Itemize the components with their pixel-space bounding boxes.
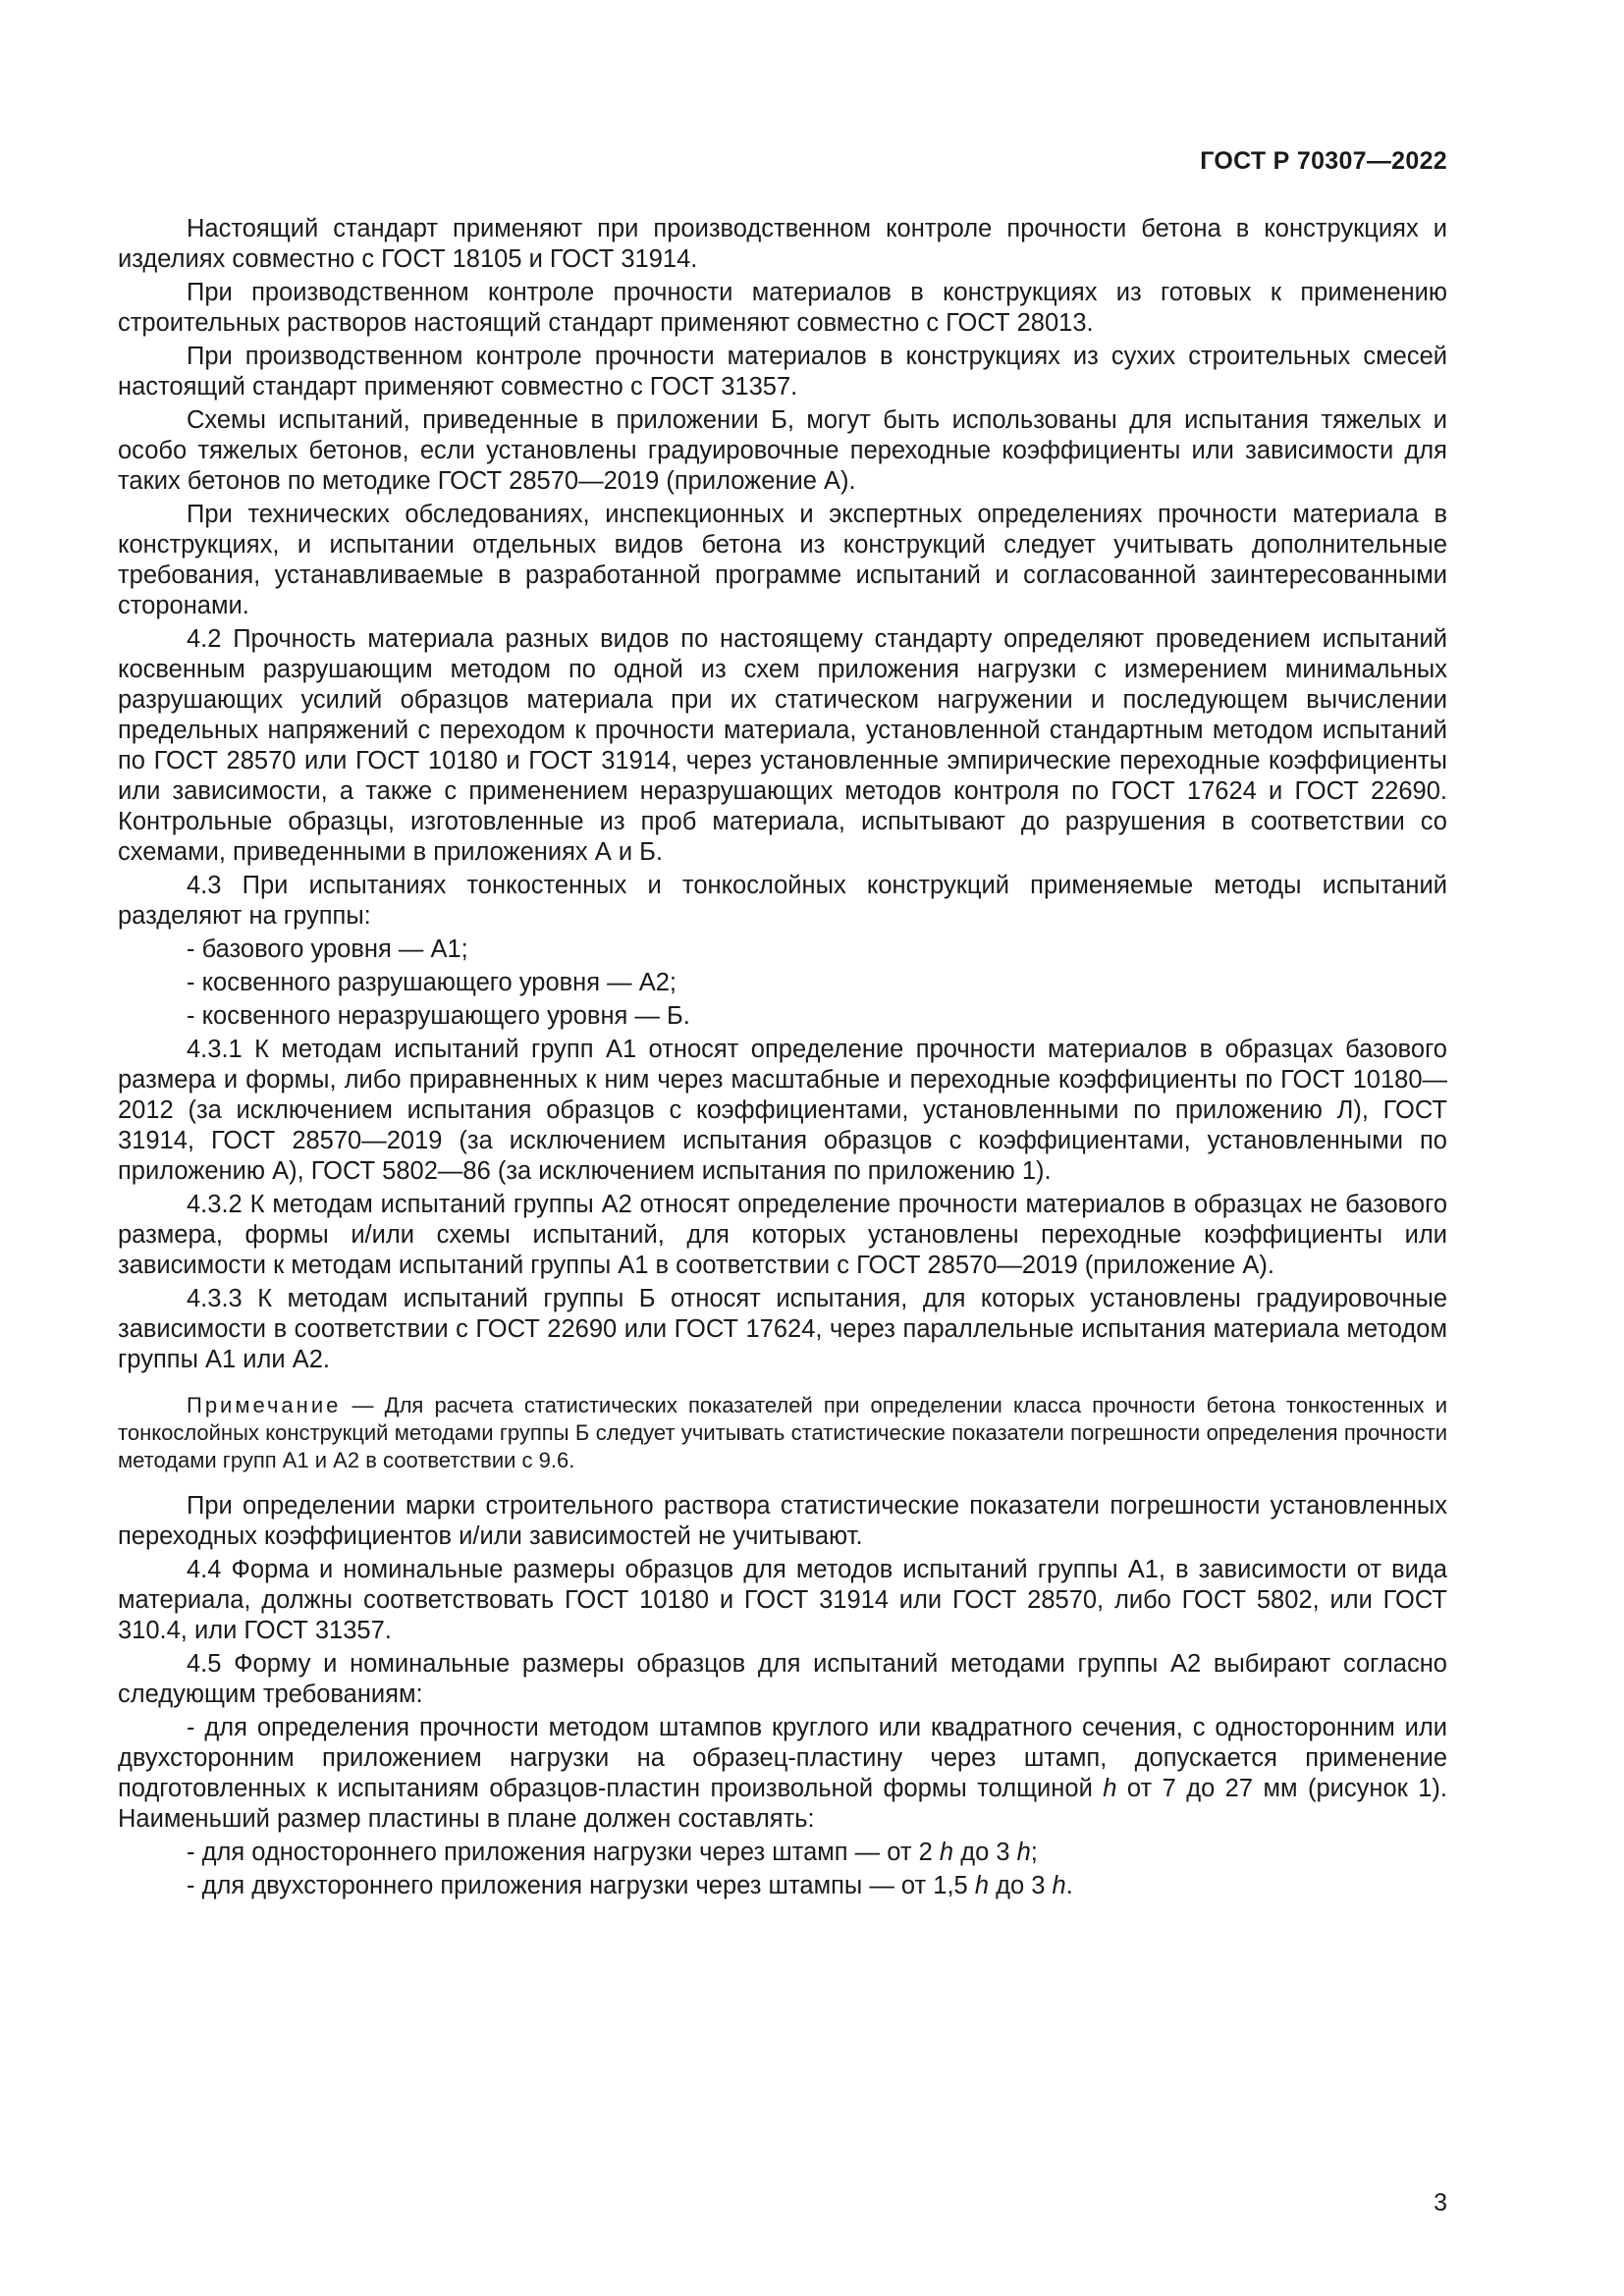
variable-h: h <box>939 1839 954 1866</box>
paragraph-4-4: 4.4 Форма и номинальные размеры образцов для методов испытаний группы А1, в зависимости от вида материала, должны соответствовать ГОСТ 10180 и ГОСТ 31914 или ГОСТ 28570, либо ГОСТ 5802, или ГОСТ 310.4, или ГОСТ 31357. <box>118 1556 1447 1644</box>
document-body <box>118 214 1447 1904</box>
variable-h: h <box>974 1872 990 1899</box>
paragraph-4-5: 4.5 Форму и номинальные размеры образцов для испытаний методами группы А2 выбирают согласно следующим требованиям: <box>118 1650 1447 1708</box>
paragraph-4-3: 4.3 При испытаниях тонкостенных и тонкослойных конструкций применяемые методы испытаний разделяют на группы: <box>118 872 1447 930</box>
variable-h: h <box>1052 1872 1066 1899</box>
paragraph-4-2: 4.2 Прочность материала разных видов по настоящему стандарту определяют проведением испытаний косвенным разрушающим методом по одной из схем приложения нагрузки с измерением минимальных разрушающих усилий образцов материала при их статическом нагружении и последующем вычислении предельных напряжений с переходом к прочности материала, установленной стандартным методом испытаний по ГОСТ 28570 или ГОСТ 10180 и ГОСТ 31914, через установленные эмпирические переходные коэффициенты или зависимости, а также с применением неразрушающих методов контроля по ГОСТ 17624 и ГОСТ 22690. Контрольные образцы, изготовленные из проб материала, испытывают до разрушения в соответствии со схемами, приведенными в приложениях А и Б. <box>118 625 1447 866</box>
note <box>118 1392 1447 1474</box>
requirement-stamp-method: - для определения прочности методом штампов круглого или квадратного сечения, с односторонним или двухсторонним приложением нагрузки на образец-пластину через штамп, допускается применение подготовленных к испытаниям образцов-пластин произвольной формы толщиной h от 7 до 27 мм (рисунок 1). Наименьший размер пластины в плане должен составлять: <box>118 1714 1447 1833</box>
paragraph-4-3-1: 4.3.1 К методам испытаний групп А1 относят определение прочности материалов в образцах базового размера и формы, либо приравненных к ним через масштабные и переходные коэффициенты по ГОСТ 10180—2012 (за исключением испытания образцов с коэффициентами, установленными по приложению Л), ГОСТ 31914, ГОСТ 28570—2019 (за исключением испытания образцов с коэффициентами, установленными по приложению А), ГОСТ 5802—86 (за исключением испытания по приложению 1). <box>118 1036 1447 1185</box>
requirement-two-sided: - для двухстороннего приложения нагрузки через штампы — от 1,5 h до 3 h. <box>187 1872 1073 1899</box>
list-item-group-b: - косвенного неразрушающего уровня — Б. <box>187 1002 690 1030</box>
paragraph: При технических обследованиях, инспекционных и экспертных определениях прочности материала в конструкциях, и испытании отдельных видов бетона из конструкций следует учитывать дополнительные требования, устанавливаемые в разработанной программе испытаний и согласованной заинтересованными сторонами. <box>118 501 1447 619</box>
variable-h: h <box>1016 1839 1031 1866</box>
note-text: — Для расчета статистических показателей при определении класса прочности бетона тонкостенных и тонкослойных конструкций методами группы Б следует учитывать статистические показатели погрешности определения прочности методами групп А1 и А2 в соответствии с 9.6. <box>118 1393 1447 1472</box>
note-label: Примечание <box>187 1393 342 1417</box>
list-item-group-a2: - косвенного разрушающего уровня — А2; <box>187 969 677 996</box>
paragraph: Настоящий стандарт применяют при производственном контроле прочности бетона в конструкциях и изделиях совместно с ГОСТ 18105 и ГОСТ 31914. <box>118 215 1447 273</box>
paragraph: При производственном контроле прочности материалов в конструкциях из сухих строительных смесей настоящий стандарт применяют совместно с ГОСТ 31357. <box>118 343 1447 400</box>
paragraph: При определении марки строительного раствора статистические показатели погрешности установленных переходных коэффициентов и/или зависимостей не учитывают. <box>118 1492 1447 1550</box>
document-page <box>118 0 1447 2296</box>
page-number: 3 <box>1434 2189 1447 2216</box>
document-code: ГОСТ Р 70307—2022 <box>1200 147 1447 175</box>
paragraph-4-3-2: 4.3.2 К методам испытаний группы А2 относят определение прочности материалов в образцах не базового размера, формы и/или схемы испытаний, для которых установлены переходные коэффициенты или зависимости к методам испытаний группы А1 в соответствии с ГОСТ 28570—2019 (приложение А). <box>118 1191 1447 1279</box>
list-item-group-a1: - базового уровня — А1; <box>187 935 468 963</box>
requirement-one-sided: - для одностороннего приложения нагрузки через штамп — от 2 h до 3 h; <box>187 1839 1038 1866</box>
variable-h: h <box>1103 1775 1117 1802</box>
paragraph: При производственном контроле прочности материалов в конструкциях из готовых к применению строительных растворов настоящий стандарт применяют совместно с ГОСТ 28013. <box>118 279 1447 337</box>
paragraph: Схемы испытаний, приведенные в приложении Б, могут быть использованы для испытания тяжелых и особо тяжелых бетонов, если установлены градуировочные переходные коэффициенты или зависимости для таких бетонов по методике ГОСТ 28570—2019 (приложение А). <box>118 406 1447 495</box>
paragraph-4-3-3: 4.3.3 К методам испытаний группы Б относят испытания, для которых установлены градуировочные зависимости в соответствии с ГОСТ 22690 или ГОСТ 17624, через параллельные испытания материала методом группы А1 или А2. <box>118 1285 1447 1373</box>
